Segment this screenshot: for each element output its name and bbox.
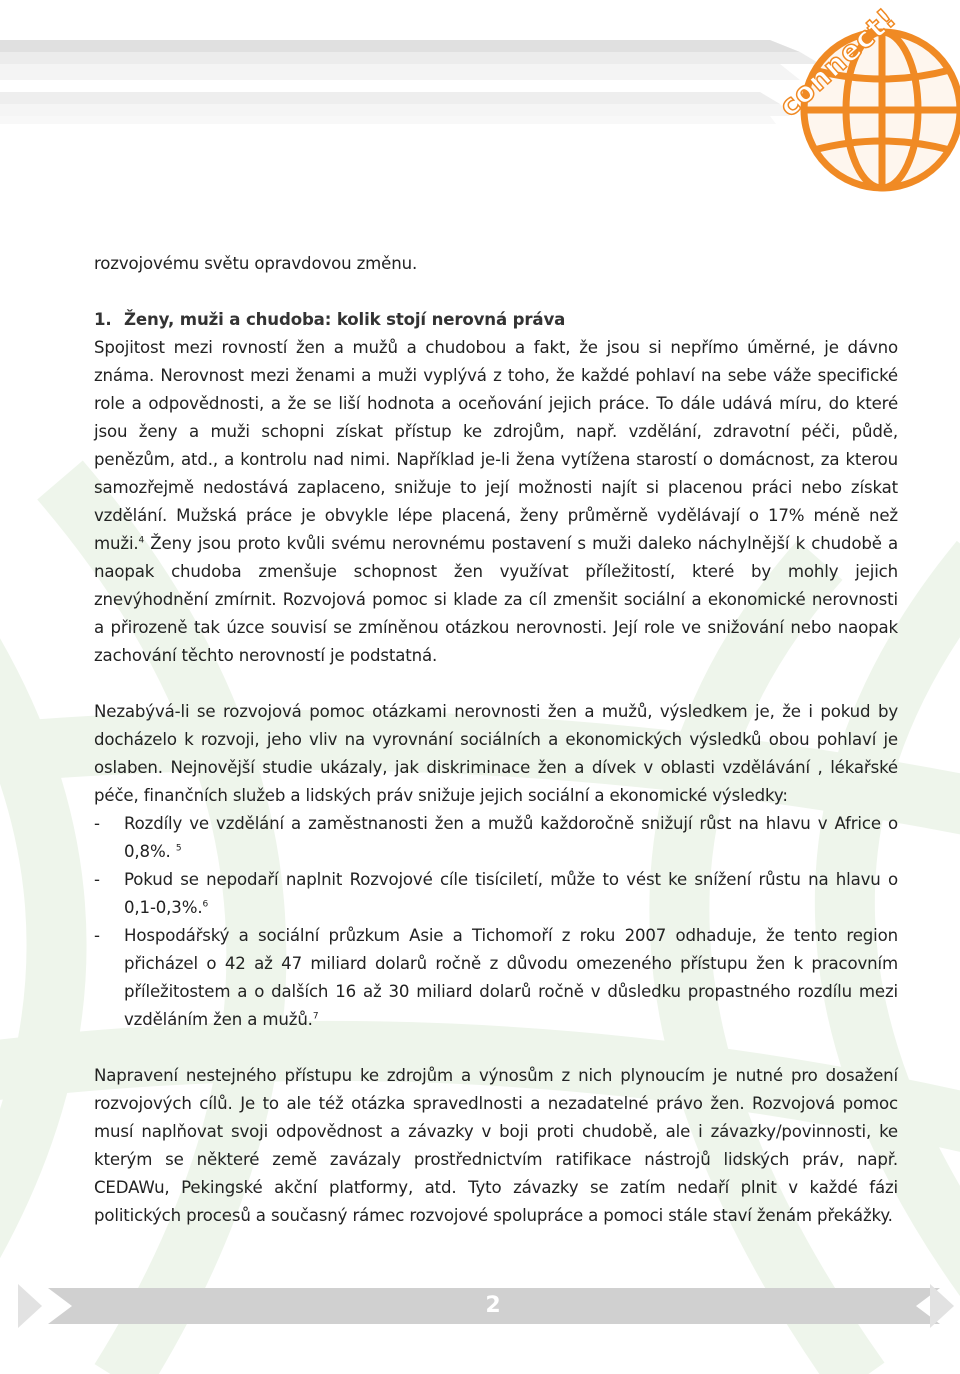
footnote-ref-7: 7	[312, 1011, 319, 1022]
paragraph-3: Napravení nestejného přístupu ke zdrojům a výnosům z nich plynoucím je nutné pro dosažení rozvojových cílů. Je to ale též otázka spravedlnosti a nezadatelné právo žen. Rozvojová pomoc musí naplňovat svoji odpovědnost a závazky v boji proti chudobě, ale i závazky/povinnosti, ke kterým se některé země zavázaly prostřednictvím ratifikace nástrojů lidských práv, např. CEDAWu, Pekingské akční platformy, atd. Tyto závazky se zatím nedaří plnit v každé fázi politických procesů a současný rámec rozvojové spolupráce a pomoci stále staví ženám překážky.	[94, 1066, 898, 1225]
footnote-ref-4: 4	[138, 535, 145, 546]
paragraph-1-text-b: Ženy jsou proto kvůli svému nerovnému postavení s muži daleko náchylnější k chudobě a naopak chudoba zmenšuje schopnost žen využívat příležitostí, které by mohly jejich znevýhodnění zmírnit. Rozvojová pomoc si klade za cíl zmenšit sociální a ekonomické nerovnosti a přirozeně tak úzce souvisí se zmíněnou otázkou nerovnosti. Její role ve snižování nebo naopak zachování těchto nerovností je podstatná.	[94, 534, 898, 665]
section-heading	[94, 306, 898, 334]
footnote-ref-5: 5	[175, 843, 182, 854]
connect-logo	[770, 0, 960, 200]
bullet-dash: -	[94, 926, 100, 945]
paragraph-1	[94, 334, 898, 670]
intro-line: rozvojovému světu opravdovou změnu.	[94, 254, 418, 273]
list-item-text: Rozdíly ve vzdělání a zaměstnanosti žen a mužů každoročně snižují růst na hlavu v Africe o 0,8%.	[124, 814, 898, 861]
list-item	[94, 810, 898, 866]
list-item-text: Hospodářský a sociální průzkum Asie a Tichomoří z roku 2007 odhaduje, že tento region přicházel o 42 až 47 miliard dolarů ročně z důvodu omezeného přístupu žen k pracovním příležitostem a o dalších 16 až 30 miliard dolarů ročně v důsledku propastného rozdílu mezi vzděláním žen a mužů.	[124, 926, 898, 1029]
page-number: 2	[485, 1293, 501, 1318]
paragraph-1-text-a: Spojitost mezi rovností žen a mužů a chudobou a fakt, že jsou si nepřímo úměrné, je dávno známa. Nerovnost mezi ženami a muži vyplývá z toho, že každé pohlaví na sebe váže specifické role a odpovědnosti, a že se liší hodnota a oceňování jejich práce. To dále udává míru, do které jsou ženy a muži schopni získat přístup ke zdrojům, např. vzdělání, zdravotní péči, půdě, penězům, atd., a kontrolu nad nimi. Například je-li žena vytížena starostí o domácnost, za kterou samozřejmě nedostává zaplaceno, snižuje to její možnosti najít si placenou práci nebo získat vzdělání. Mužská práce je obvykle lépe placená, ženy průměrně vydělávají o 17% méně než muži.	[94, 338, 898, 553]
paragraph-2: Nezabývá-li se rozvojová pomoc otázkami nerovnosti žen a mužů, výsledkem je, že i pokud by docházelo k rozvoji, jeho vliv na vyrovnání sociálních a ekonomických výsledků obou pohlaví je oslaben. Nejnovější studie ukázaly, jak diskriminace žen a dívek v oblasti vzdělávání , lékařské péče, finančních služeb a lidských práv snižuje jejich sociální a ekonomické výsledky:	[94, 702, 898, 805]
bullet-dash: -	[94, 814, 100, 833]
bullet-dash: -	[94, 870, 100, 889]
footnote-ref-6: 6	[202, 899, 209, 910]
section-number: 1.	[94, 310, 112, 329]
document-body	[94, 250, 898, 1230]
list-item	[94, 866, 898, 922]
section-title: Ženy, muži a chudoba: kolik stojí nerovná práva	[124, 310, 566, 329]
list-item	[94, 922, 898, 1034]
list-item-text: Pokud se nepodaří naplnit Rozvojové cíle tisíciletí, může to vést ke snížení růstu na hlavu o 0,1-0,3%.	[124, 870, 898, 917]
bullet-list	[94, 810, 898, 1034]
logo-text: connect!	[772, 1, 903, 124]
